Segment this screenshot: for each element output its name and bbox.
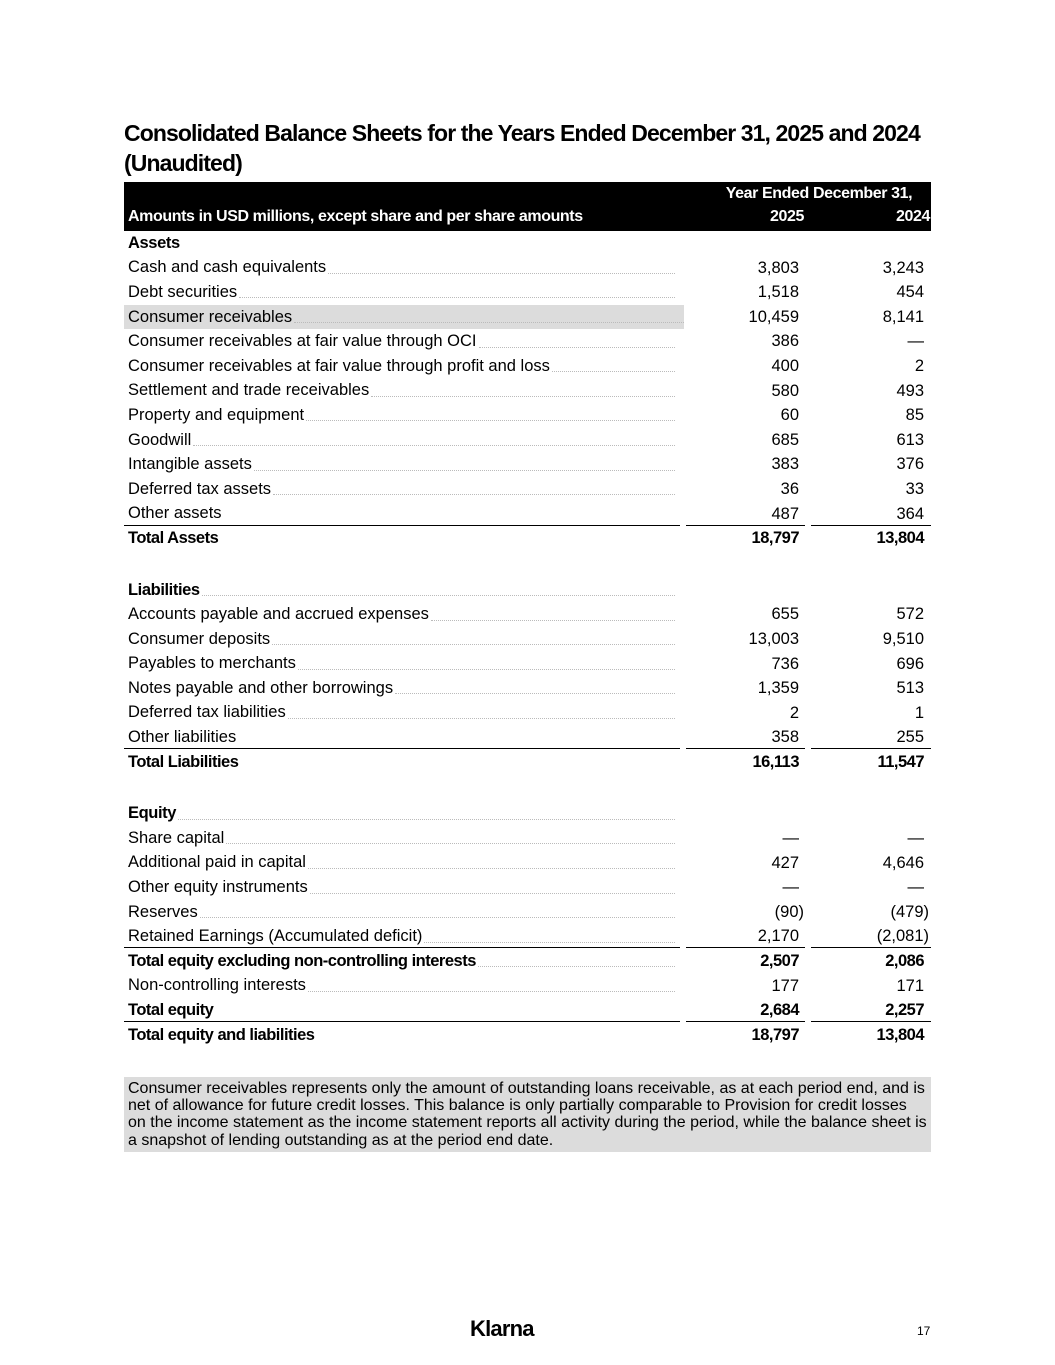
row-label: Total Liabilities [128,752,239,771]
value-2025: 400 [771,356,799,375]
klarna-logo: Klarna [470,1316,534,1341]
table-row [124,701,931,726]
table-row [124,676,931,701]
table-row [124,974,931,999]
row-label: Total Assets [128,528,219,547]
value-2024: 13,804 [876,529,924,548]
total-row-equity-excl-nci [124,949,931,974]
value-2025: 2,684 [760,1001,799,1020]
total-row-liabilities [124,750,931,775]
table-row [124,256,931,281]
value-2025: 358 [771,728,799,747]
table-row [124,924,931,949]
value-2025: 580 [771,381,799,400]
value-2024: 1 [914,703,924,722]
row-label: Total equity [128,1001,214,1020]
rule-line [811,1021,931,1022]
value-2024: 33 [905,479,924,498]
value-2024: 11,547 [877,752,924,771]
value-2025: 1,518 [757,283,799,302]
value-2025: 36 [780,479,799,498]
row-label: Property and equipment [128,405,305,424]
rule-line [124,1021,680,1022]
table-row [124,280,931,305]
value-2024: 613 [896,430,924,449]
value-2025: 18,797 [751,1025,799,1044]
value-2024: — [907,829,924,848]
value-2025: 2,170 [757,927,799,946]
row-label: Equity [128,804,177,823]
section-heading-assets [124,231,931,256]
row-label: Total equity and liabilities [128,1025,315,1044]
value-2025: 386 [771,332,799,351]
row-label: Non-controlling interests [128,976,306,995]
table-row [124,428,931,453]
row-label: Other assets [128,504,222,523]
value-2024: 2,257 [885,1001,924,1020]
total-row-equity-and-liabilities [124,1023,931,1048]
value-2024: 696 [896,654,924,673]
row-label: Reserves [128,902,198,921]
total-row-assets [124,526,931,551]
row-label: Additional paid in capital [128,853,306,872]
table-row [124,875,931,900]
value-2024: 364 [896,504,924,523]
table-row [124,851,931,876]
total-row-equity [124,998,931,1023]
value-2025: 60 [780,406,799,425]
value-2024: 171 [896,976,924,995]
row-label: Assets [128,233,180,252]
section-heading-equity [124,801,931,826]
value-2024: — [907,878,924,897]
value-2024: 376 [896,455,924,474]
value-2024: 85 [905,406,924,425]
table-header [124,182,931,231]
row-label: Deferred tax liabilities [128,703,286,722]
table-row [124,502,931,527]
value-2024: 8,141 [882,307,924,326]
value-2024: 493 [896,381,924,400]
row-label: Notes payable and other borrowings [128,678,394,697]
row-label: Retained Earnings (Accumulated deficit) [128,927,423,946]
value-2025: — [782,878,799,897]
year-2024-header: 2024 [896,208,930,225]
row-label: Cash and cash equivalents [128,258,327,277]
value-2024: 454 [896,283,924,302]
value-2024: 3,243 [882,258,924,277]
table-row [124,354,931,379]
value-2024: 513 [896,679,924,698]
row-label: Debt securities [128,282,238,301]
rule-line [124,748,680,749]
year-2025-header: 2025 [770,208,804,225]
value-2025: 16,113 [752,752,799,771]
section-heading-liabilities [124,578,931,603]
row-label: Total equity excluding non-controlling interests [128,951,476,970]
row-label: Goodwill [128,430,192,449]
value-2024: 4,646 [882,853,924,872]
row-label: Consumer receivables at fair value through profit and loss [128,356,550,375]
page-number: 17 [917,1324,931,1338]
table-row [124,725,931,750]
table-row [124,403,931,428]
row-label: Other equity instruments [128,878,308,897]
row-label: Intangible assets [128,455,252,474]
value-2025: 427 [771,853,799,872]
row-label: Other liabilities [128,728,237,747]
row-label: Consumer receivables at fair value through OCI [128,332,477,351]
value-2024: 255 [896,728,924,747]
page-title: Consolidated Balance Sheets for the Years Ended December 31, 2025 and 2024 (Unaudited) [124,120,920,176]
units-label: Amounts in USD millions, except share and per share amounts [128,208,583,225]
value-2024: 9,510 [882,629,924,648]
rule-line [686,947,805,948]
value-2025: 3,803 [757,258,799,277]
balance-sheet-table [124,231,931,1047]
value-2025: 18,797 [751,529,799,548]
value-2024: 2 [914,356,924,375]
table-row [124,900,931,925]
value-2025: 736 [771,654,799,673]
row-label: Payables to merchants [128,654,296,673]
rule-line [686,1021,805,1022]
row-label: Share capital [128,828,225,847]
value-2024: 572 [896,605,924,624]
row-label: Consumer receivables [128,307,293,326]
period-label: Year Ended December 31, [725,185,913,202]
table-row [124,329,931,354]
value-2024: (479) [890,902,929,921]
value-2025: 685 [771,430,799,449]
rule-line [686,525,805,526]
table-row [124,477,931,502]
table-row [124,379,931,404]
value-2025: 655 [771,605,799,624]
table-row [124,627,931,652]
table-row [124,602,931,627]
value-2025: 2,507 [760,952,799,971]
footnote-box: Consumer receivables represents only the amount of outstanding loans receivable, as at each period end, and is net of allowance for future credit losses. This balance is only partially comparable to Provision for credit losses on the income statement as the income statement reports all activity during the period, while the balance sheet is a snapshot of lending outstanding as at the period end date. [124,1077,931,1152]
value-2025: — [782,829,799,848]
row-label: Liabilities [128,580,200,599]
row-label: Settlement and trade receivables [128,381,370,400]
table-row [124,826,931,851]
table-row-highlighted [124,305,931,330]
value-2024: 2,086 [885,952,924,971]
value-2025: 177 [771,976,799,995]
value-2024: (2,081) [876,927,929,946]
rule-line [811,525,931,526]
value-2025: (90) [774,902,804,921]
rule-line [124,525,680,526]
value-2025: 487 [771,504,799,523]
row-label: Accounts payable and accrued expenses [128,605,429,624]
rule-line [124,947,680,948]
row-label: Deferred tax assets [128,479,272,498]
value-2024: 13,804 [876,1025,924,1044]
rule-line [811,748,931,749]
value-2024: — [907,332,924,351]
table-row [124,652,931,677]
row-label: Consumer deposits [128,629,271,648]
value-2025: 2 [789,703,799,722]
rule-line [686,748,805,749]
table-row [124,452,931,477]
value-2025: 10,459 [748,307,799,326]
value-2025: 13,003 [748,629,799,648]
value-2025: 383 [771,455,799,474]
value-2025: 1,359 [757,679,799,698]
rule-line [811,947,931,948]
